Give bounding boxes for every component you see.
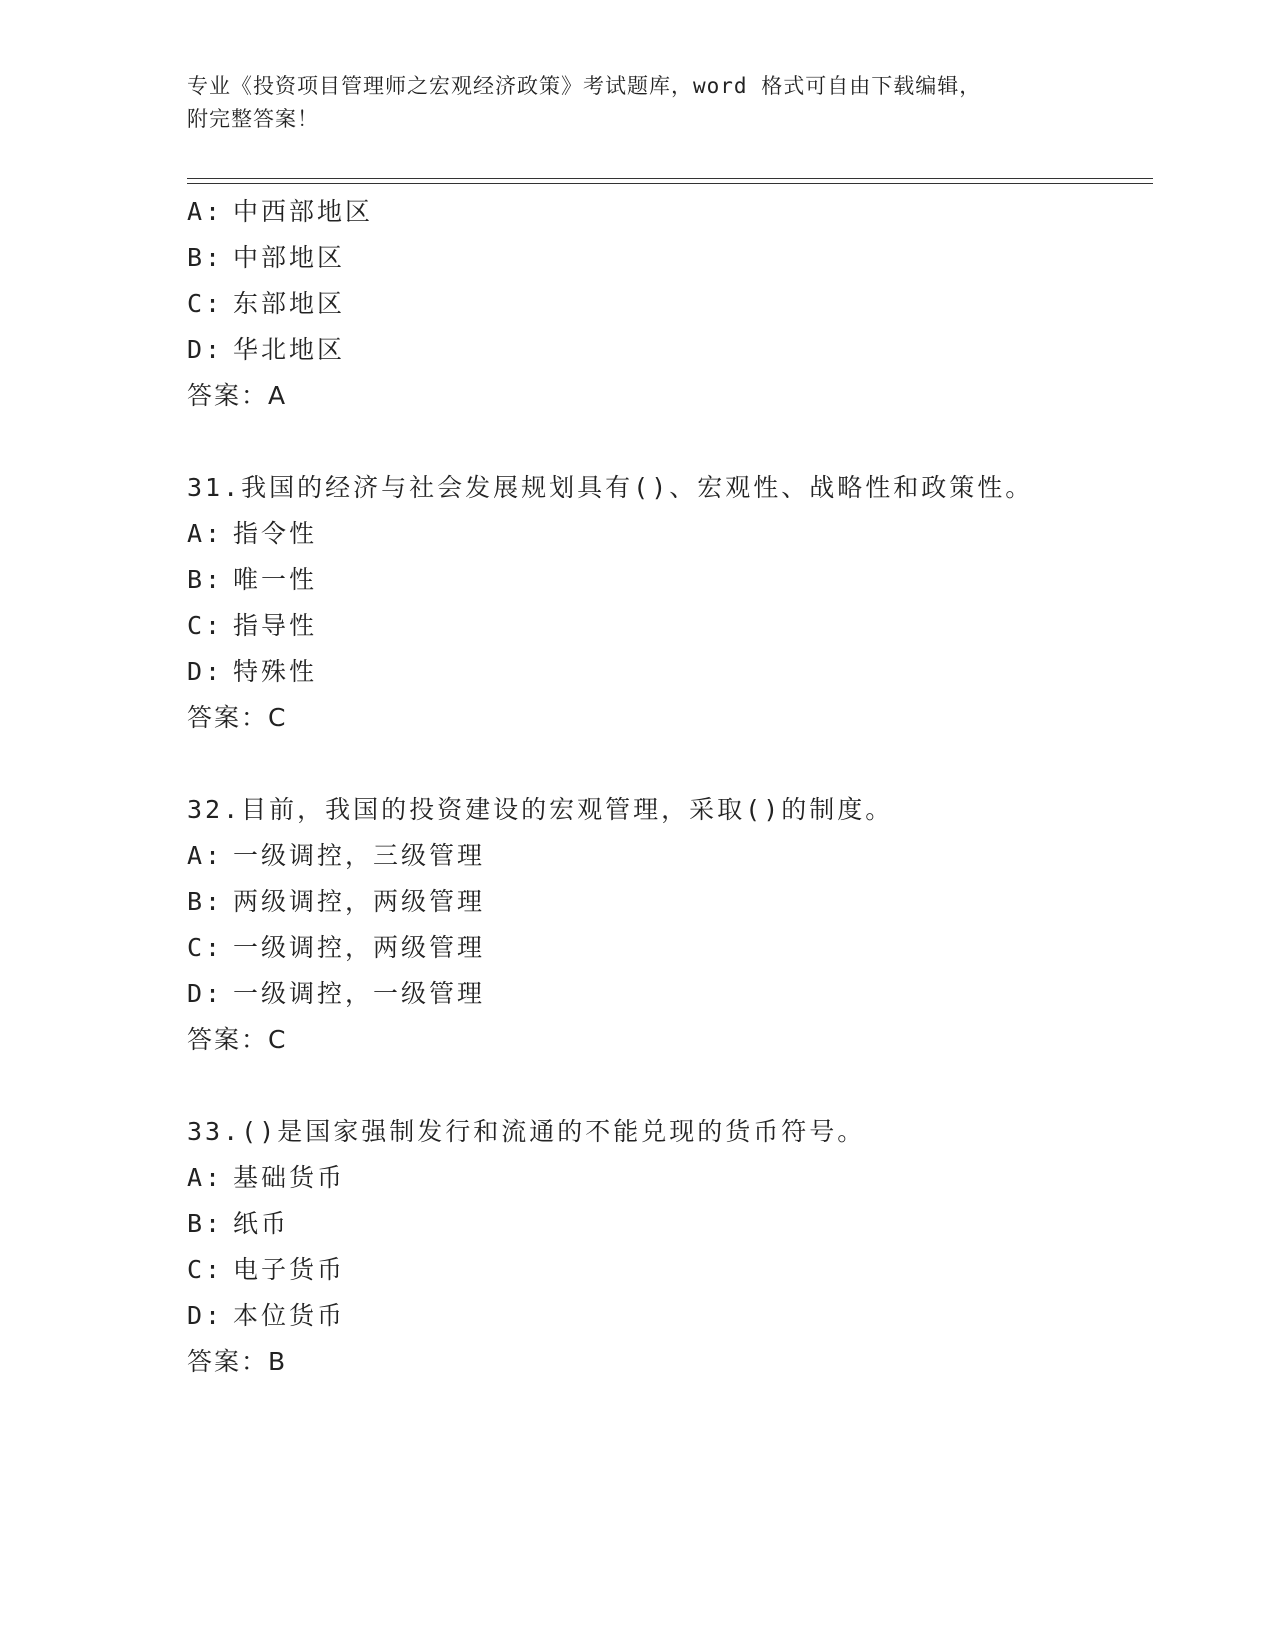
option-a: A: 基础货币 (187, 1163, 346, 1192)
question-list (187, 189, 1147, 1385)
question-text: 31.我国的经济与社会发展规划具有()、宏观性、战略性和政策性。 (187, 473, 1034, 502)
question-text: 32.目前，我国的投资建设的宏观管理，采取()的制度。 (187, 795, 894, 824)
option-d: D: 华北地区 (187, 335, 346, 364)
option-b: B: 中部地区 (187, 243, 346, 272)
option-a: A: 一级调控，三级管理 (187, 841, 486, 870)
option-a: A: 中西部地区 (187, 197, 374, 226)
option-c: C: 一级调控，两级管理 (187, 933, 486, 962)
option-d: D: 一级调控，一级管理 (187, 979, 486, 1008)
option-c: C: 东部地区 (187, 289, 346, 318)
header-line-1: 专业《投资项目管理师之宏观经济政策》考试题库，word 格式可自由下载编辑， (187, 74, 982, 98)
header-divider-bottom (187, 183, 1153, 184)
question-text: 33.()是国家强制发行和流通的不能兑现的货币符号。 (187, 1117, 866, 1146)
option-b: B: 唯一性 (187, 565, 318, 594)
option-c: C: 指导性 (187, 611, 318, 640)
answer-line: 答案：A (187, 381, 288, 410)
question-block (187, 787, 1147, 1063)
question-block (187, 465, 1147, 741)
answer-line: 答案：C (187, 703, 288, 732)
option-a: A: 指令性 (187, 519, 318, 548)
option-b: B: 两级调控，两级管理 (187, 887, 486, 916)
answer-line: 答案：B (187, 1347, 288, 1376)
header-divider-top (187, 178, 1153, 179)
header-line-2: 附完整答案！ (187, 107, 319, 131)
document-header (187, 70, 1067, 136)
question-block (187, 189, 1147, 419)
option-d: D: 特殊性 (187, 657, 318, 686)
answer-line: 答案：C (187, 1025, 288, 1054)
question-block (187, 1109, 1147, 1385)
option-c: C: 电子货币 (187, 1255, 346, 1284)
option-b: B: 纸币 (187, 1209, 290, 1238)
option-d: D: 本位货币 (187, 1301, 346, 1330)
